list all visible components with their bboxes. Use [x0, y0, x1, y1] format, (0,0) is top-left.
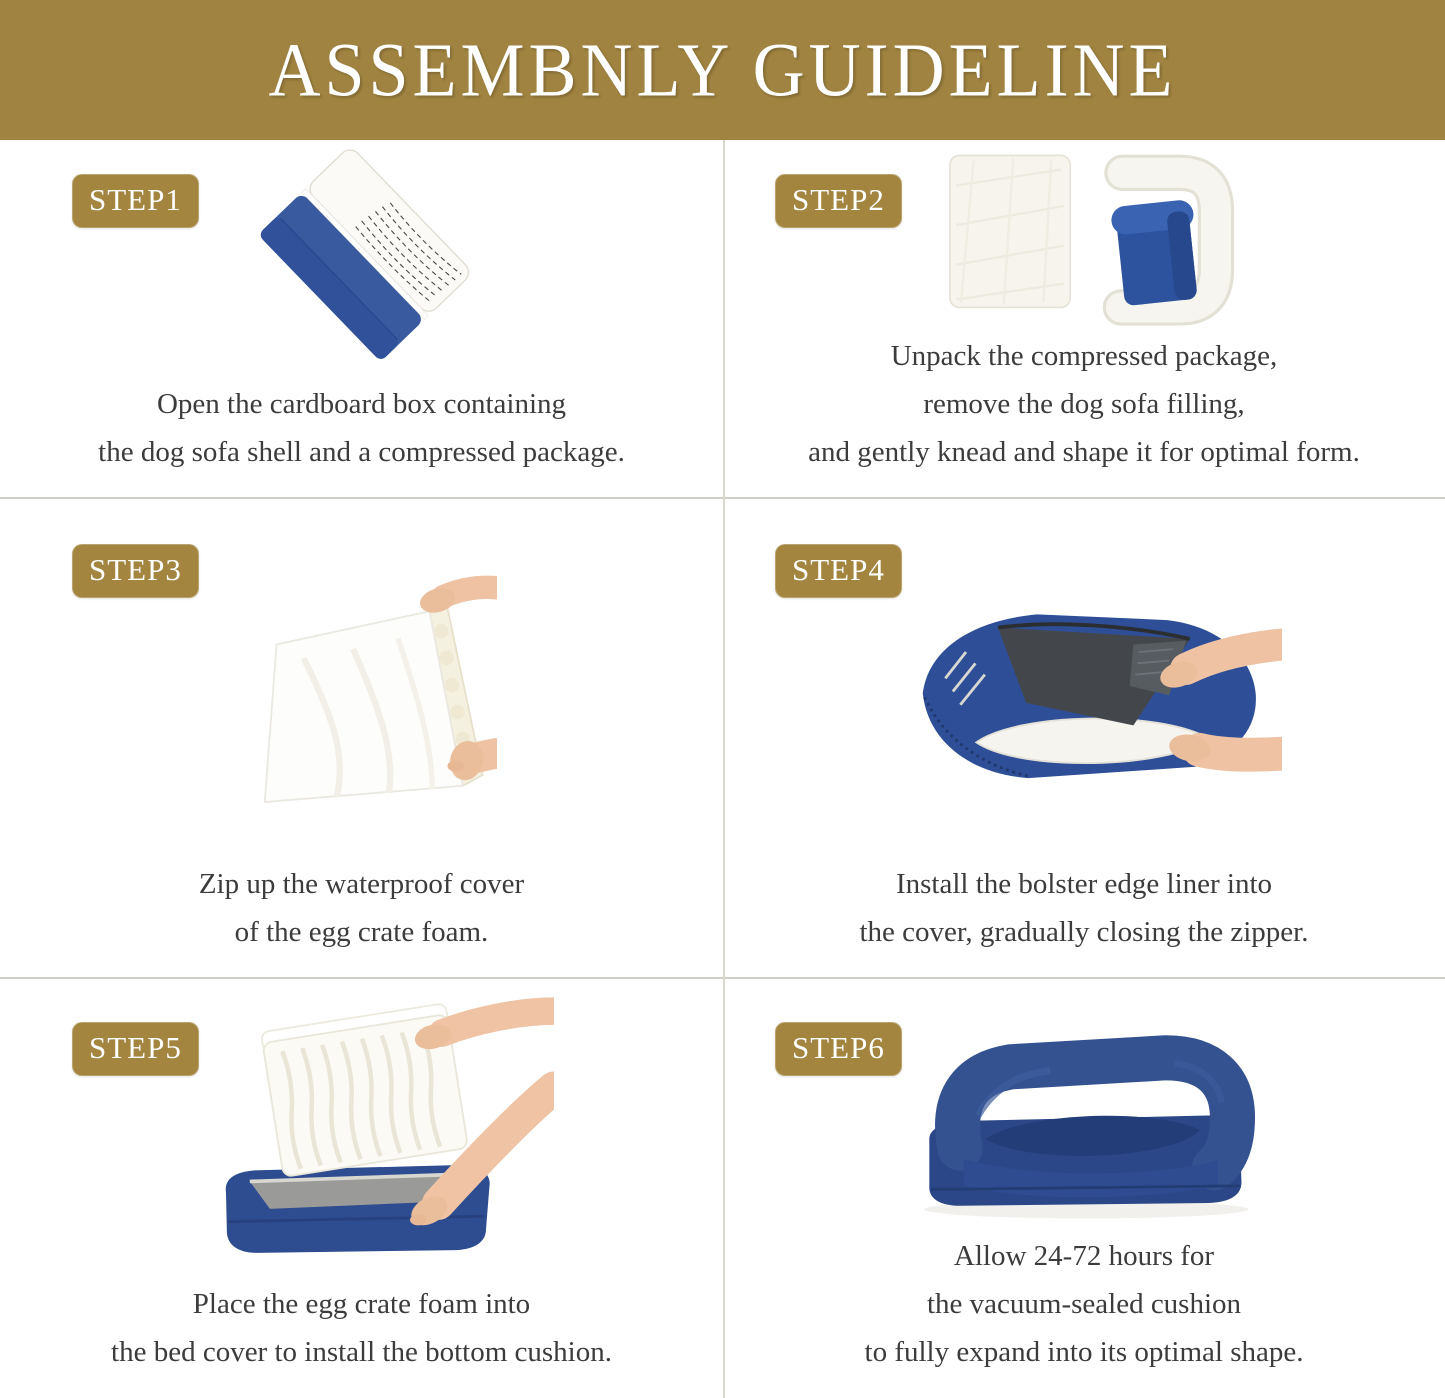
step2-cell: [723, 140, 1445, 498]
blue-cushion: [1110, 199, 1202, 307]
step6-caption: [865, 1232, 1304, 1376]
caption-line: the bed cover to install the bottom cushion.: [111, 1336, 612, 1368]
dog-sofa: [923, 1058, 1248, 1219]
step2-badge-label: STEP2: [792, 182, 885, 217]
boxed-package: [257, 146, 472, 362]
step4-caption: [860, 860, 1309, 956]
step4-cell: [723, 498, 1445, 978]
step1-caption: [98, 380, 625, 476]
step1-cell: [0, 140, 723, 498]
step2-illustration: [918, 138, 1251, 328]
step5-illustration: [169, 980, 554, 1273]
step2-caption: [808, 332, 1360, 476]
step4-illustration-wrap: [887, 498, 1282, 854]
caption-line: Unpack the compressed package,: [890, 340, 1278, 372]
caption-line: remove the dog sofa filling,: [923, 388, 1245, 420]
caption-line: Allow 24-72 hours for: [953, 1240, 1215, 1272]
caption-line: the dog sofa shell and a compressed package.: [98, 436, 625, 468]
bolster-filling: [1110, 173, 1216, 308]
caption-line: Place the egg crate foam into: [192, 1288, 531, 1320]
caption-line: the cover, gradually closing the zipper.: [859, 916, 1309, 948]
step1-badge-label: STEP1: [89, 182, 182, 217]
column-divider: [723, 140, 725, 1398]
step5-cell: [0, 978, 723, 1398]
step2-illustration-wrap: [918, 140, 1251, 326]
page-title: ASSEMBNLY GUIDELINE: [268, 27, 1177, 112]
caption-line: Zip up the waterproof cover: [198, 868, 525, 900]
step6-illustration-wrap: [877, 978, 1292, 1226]
caption-line: Install the bolster edge liner into: [895, 868, 1273, 900]
step5-badge: [72, 1022, 199, 1076]
step3-badge-label: STEP3: [89, 552, 182, 587]
step1-illustration: [224, 142, 500, 372]
caption-line: Open the cardboard box containing: [156, 388, 567, 420]
step3-illustration: [227, 541, 497, 811]
step4-badge-label: STEP4: [792, 552, 885, 587]
step1-badge: [72, 174, 199, 228]
step6-badge: [775, 1022, 902, 1076]
hand-icon: [417, 584, 497, 616]
step1-illustration-wrap: [224, 140, 500, 374]
step3-cell: [0, 498, 723, 978]
step2-badge: [775, 174, 902, 228]
waterproof-cover: [264, 611, 462, 802]
step3-caption: [199, 860, 524, 956]
step6-cell: [723, 978, 1445, 1398]
header-banner: [0, 0, 1445, 140]
step3-illustration-wrap: [227, 498, 497, 854]
step5-caption: [111, 1280, 612, 1376]
step3-badge: [72, 544, 199, 598]
step5-badge-label: STEP5: [89, 1030, 182, 1065]
caption-line: to fully expand into its optimal shape.: [864, 1336, 1304, 1368]
caption-line: and gently knead and shape it for optimal form.: [808, 436, 1360, 468]
step5-illustration-wrap: [169, 978, 554, 1274]
quilted-pad: [949, 155, 1069, 307]
step6-illustration: [877, 980, 1292, 1224]
caption-line: the vacuum-sealed cushion: [926, 1288, 1242, 1320]
step6-badge-label: STEP6: [792, 1030, 885, 1065]
step4-illustration: [887, 554, 1282, 799]
step4-badge: [775, 544, 902, 598]
caption-line: of the egg crate foam.: [234, 916, 489, 948]
